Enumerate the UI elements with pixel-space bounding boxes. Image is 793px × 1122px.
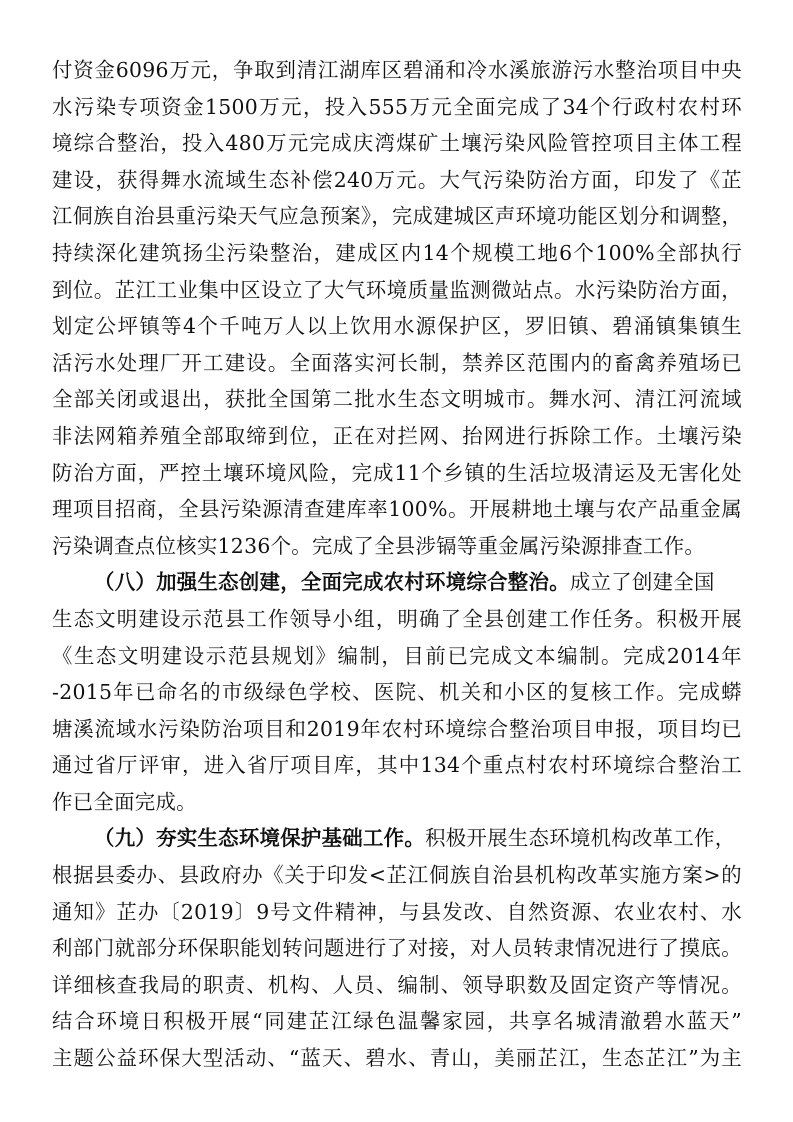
paragraph-line: 塘溪流域水污染防治项目和2019年农村环境综合整治项目申报，项目均已 bbox=[52, 716, 742, 741]
paragraph-line: 主题公益环保大型活动、“蓝天、碧水、青山，美丽芷江，生态芷江”为主 bbox=[52, 1046, 742, 1071]
paragraph-line: 划定公坪镇等4个千吨万人以上饮用水源保护区，罗旧镇、碧涌镇集镇生 bbox=[52, 314, 742, 339]
paragraph-line: 通过省厅评审，进入省厅项目库，其中134个重点村农村环境综合整治工 bbox=[52, 753, 742, 778]
paragraph-line: 详细核查我局的职责、机构、人员、编制、领导职数及固定资产等情况。 bbox=[52, 972, 742, 997]
paragraph-line: 付资金6096万元，争取到清江湖库区碧涌和冷水溪旅游污水整治项目中央 bbox=[52, 58, 742, 82]
section-9-text: 积极开展生态环境机构改革工作， bbox=[425, 826, 736, 851]
document-page bbox=[52, 52, 742, 1077]
paragraph-line: 利部门就部分环保职能划转问题进行了对接，对人员转隶情况进行了摸底。 bbox=[52, 936, 742, 961]
paragraph-line: 作已全面完成。 bbox=[52, 789, 197, 814]
paragraph-line: 结合环境日积极开展“同建芷江绿色温馨家园，共享名城清澈碧水蓝天” bbox=[52, 1009, 742, 1034]
paragraph-line: 江侗族自治县重污染天气应急预案》，完成建城区声环境功能区划分和调整， bbox=[52, 204, 742, 229]
paragraph-line: 通知》芷办〔2019〕9号文件精神，与县发改、自然资源、农业农村、水 bbox=[52, 899, 742, 924]
section-9-heading: （九）夯实生态环境保护基础工作。 bbox=[94, 826, 426, 851]
paragraph-line: 污染调查点位核实1236个。完成了全县涉镉等重金属污染源排查工作。 bbox=[52, 533, 706, 558]
paragraph-line: 活污水处理厂开工建设。全面落实河长制，禁养区范围内的畜禽养殖场已 bbox=[52, 350, 742, 375]
section-8-first-line bbox=[52, 564, 742, 601]
paragraph-line: 防治方面，严控土壤环境风险，完成11个乡镇的生活垃圾清运及无害化处 bbox=[52, 460, 742, 485]
paragraph-line: 水污染专项资金1500万元，投入555万元全面完成了34个行政村农村环 bbox=[52, 94, 742, 119]
paragraph-line: 理项目招商，全县污染源清查建库率100%。开展耕地土壤与农产品重金属 bbox=[52, 497, 742, 522]
paragraph-line: 《生态文明建设示范县规划》编制，目前已完成文本编制。完成2014年 bbox=[52, 643, 742, 668]
paragraph-line: 持续深化建筑扬尘污染整治，建成区内14个规模工地6个100%全部执行 bbox=[52, 240, 742, 265]
paragraph-line: 生态文明建设示范县工作领导小组，明确了全县创建工作任务。积极开展 bbox=[52, 606, 742, 631]
paragraph-line: 全部关闭或退出，获批全国第二批水生态文明城市。舞水河、清江河流域 bbox=[52, 387, 742, 412]
paragraph-line: 建设，获得舞水流域生态补偿240万元。大气污染防治方面，印发了《芷 bbox=[52, 167, 742, 192]
paragraph-line: 境综合整治，投入480万元完成庆湾煤矿土壤污染风险管控项目主体工程 bbox=[52, 131, 742, 156]
paragraph-line: 非法网箱养殖全部取缔到位，正在对拦网、抬网进行拆除工作。土壤污染 bbox=[52, 423, 742, 448]
section-9-first-line bbox=[52, 820, 742, 857]
paragraph-line: 根据县委办、县政府办《关于印发<芷江侗族自治县机构改革实施方案>的 bbox=[52, 863, 742, 888]
section-8-heading: （八）加强生态创建，全面完成农村环境综合整治。 bbox=[94, 570, 570, 595]
section-8-text: 成立了创建全国 bbox=[569, 570, 715, 595]
paragraph-line: -2015年已命名的市级绿色学校、医院、机关和小区的复核工作。完成蟒 bbox=[52, 680, 742, 705]
paragraph-line: 到位。芷江工业集中区设立了大气环境质量监测微站点。水污染防治方面， bbox=[52, 277, 742, 302]
